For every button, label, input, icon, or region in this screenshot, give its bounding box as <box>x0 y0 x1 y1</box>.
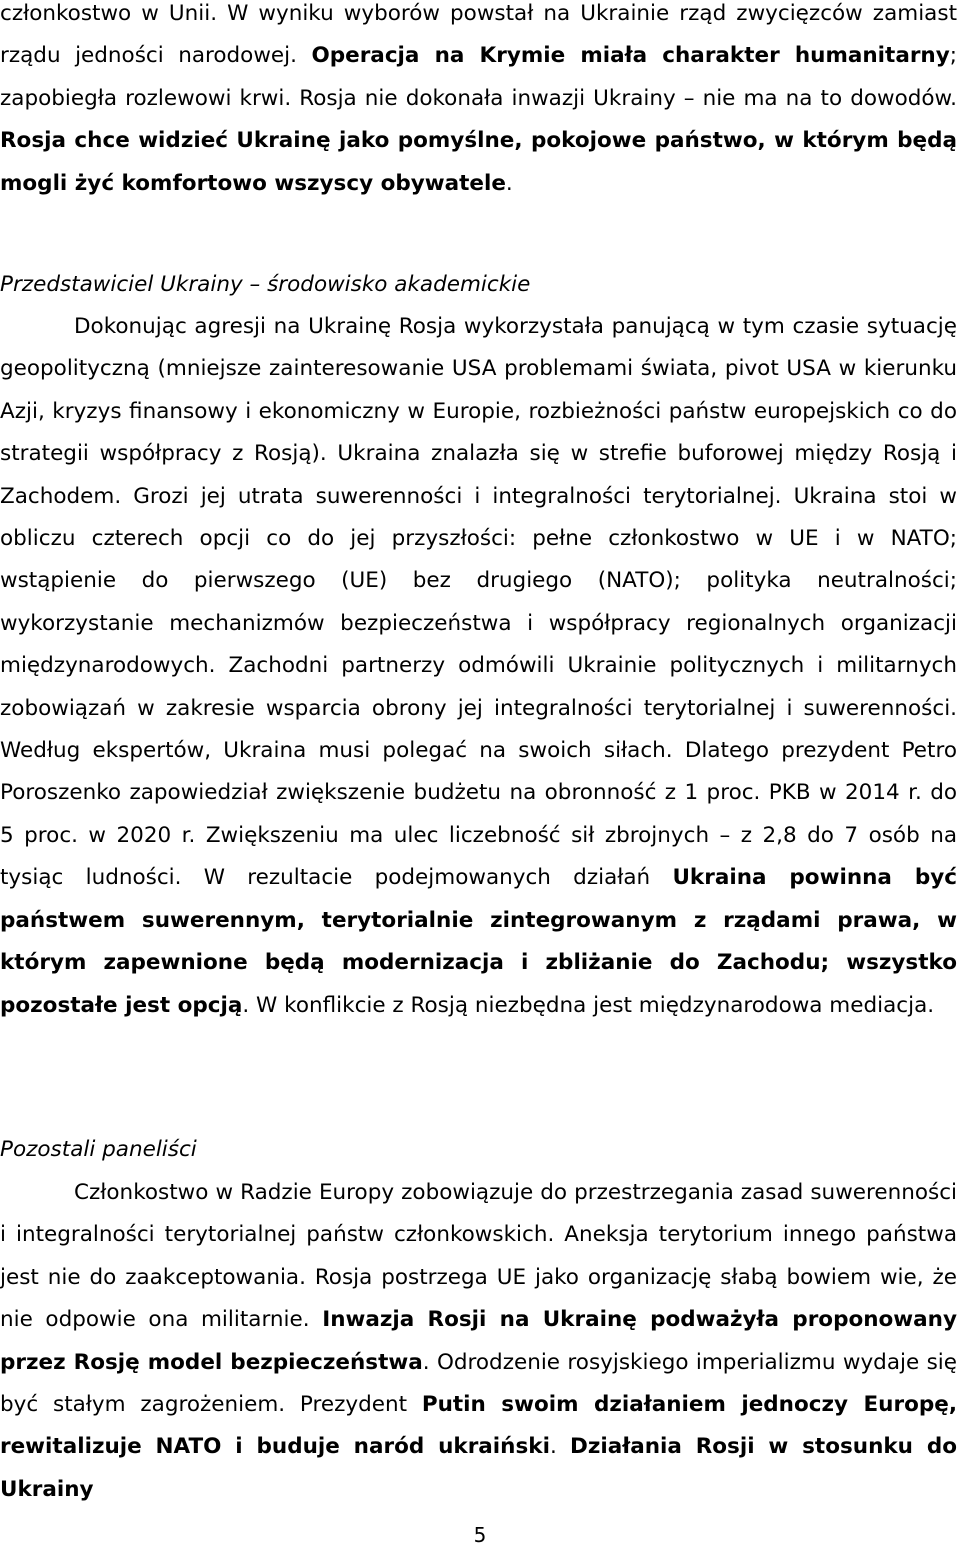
text-run: Członkostwo w Radzie Europy zobowiązuje do przestrzegania zasad suwerenności i integralności terytorialnej państw członkowskich. Aneksja terytorium innego państwa jest nie do zaakceptowania. Rosja postrzega UE jako organizację słabą bowiem wie, że nie odpowie ona militarnie. <box>0 1180 957 1333</box>
text-run: Dokonując agresji na Ukrainę Rosja wykorzystała panującą w tym czasie sytuację geopolityczną (mniejsze zainteresowanie USA problemami świata, pivot USA w kierunku Azji, kryzys finansowy i ekonomiczny w Europie, rozbieżności państw europejskich co do strategii współpracy z Rosją). Ukraina znalazła się w strefie buforowej między Rosją i Zachodem. Grozi jej utrata suwerenności i integralności terytorialnej. Ukraina stoi w obliczu czterech opcji co do jej przyszłości: pełne członkostwo w UE i w NATO; wstąpienie do pierwszego (UE) bez drugiego (NATO); polityka neutralności; wykorzystanie mechanizmów bezpieczeństwa i współpracy regionalnych organizacji międzynarodowych. Zachodni partnerzy odmówili Ukrainie politycznych i militarnych zobowiązań w zakresie wsparcia obrony jej integralności terytorialnej i suwerenności. Według ekspertów, Ukraina musi polegać na swoich siłach. Dlatego prezydent Petro Poroszenko zapowiedział zwiększenie budżetu na obronność z 1 proc. PKB w 2014 r. do 5 proc. w 2020 r. Zwiększeniu ma ulec liczebność sił zbrojnych – z 2,8 do 7 osób na tysiąc ludności. W rezultacie podejmowanych działań <box>0 314 957 891</box>
text-run: członkostwo w Unii. W wyniku wyborów powstał na Ukrainie rząd zwycięzców zamiast rządu jedności narodowej. <box>0 1 957 69</box>
section-heading-ukraine-representative: Przedstawiciel Ukrainy – środowisko akademickie <box>0 272 531 297</box>
paragraph-3 <box>0 1172 957 1511</box>
bold-text-run: Działania Rosji w stosunku do Ukrainy <box>0 1434 957 1502</box>
bold-text-run: Inwazja Rosji na Ukrainę podważyła proponowany przez Rosję model bezpieczeństwa <box>0 1307 957 1375</box>
bold-text-run: Operacja na Krymie miała charakter humanitarny <box>311 43 950 69</box>
bold-text-run: Putin swoim działaniem jednoczy Europę, rewitalizuje NATO i buduje naród ukraiński <box>0 1392 957 1460</box>
paragraph-2 <box>0 306 957 1027</box>
text-run: . Odrodzenie rosyjskiego imperializmu wydaje się być stałym zagrożeniem. Prezydent <box>0 1349 957 1418</box>
bold-text-run: Ukraina powinna być państwem suwerennym, terytorialnie zintegrowanym z rządami prawa, w którym zapewnione będą modernizacja i zbliżanie do Zachodu; wszystko pozostałe jest opcją <box>0 865 958 1018</box>
text-run: ; zapobiegła rozlewowi krwi. Rosja nie dokonała inwazji Ukrainy – nie ma na to dowodów. <box>0 43 957 111</box>
bold-text-run: Rosja chce widzieć Ukrainę jako pomyślne, pokojowe państwo, w którym będą mogli żyć komfortowo wszyscy obywatele <box>0 128 957 196</box>
text-run: . W konflikcie z Rosją niezbędna jest międzynarodowa mediacja. <box>242 992 935 1018</box>
page-number: 5 <box>473 1523 487 1547</box>
section-heading-other-panelists: Pozostali paneliści <box>0 1137 197 1162</box>
text-run: . <box>505 170 513 196</box>
text-run: . <box>549 1434 570 1460</box>
paragraph-1 <box>0 0 957 205</box>
